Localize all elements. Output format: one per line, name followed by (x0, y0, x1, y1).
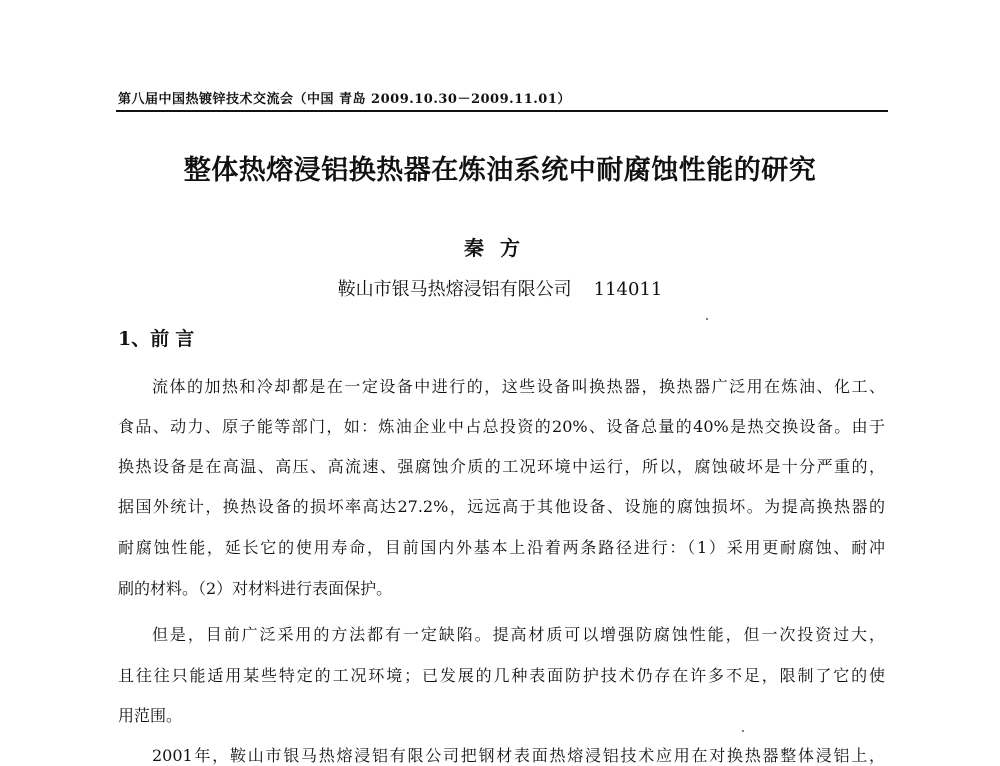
running-header: 第八届中国热镀锌技术交流会（中国 青岛 2009.10.30－2009.11.01） (118, 92, 571, 107)
section-heading (118, 324, 200, 351)
body-line: 刷的材料。（2）对材料进行表面保护。 (118, 579, 393, 598)
author-affiliation (0, 275, 1000, 301)
paper-title: 整体热熔浸铝换热器在炼油系统中耐腐蚀性能的研究 (183, 155, 817, 186)
body-line: 2001年，鞍山市银马热熔浸铝有限公司把钢材表面热熔浸铝技术应用在对换热器整体浸铝上， (152, 746, 885, 765)
body-line: 用范围。 (118, 706, 183, 725)
body-line: 且往往只能适用某些特定的工况环境；已发展的几种表面防护技术仍存在许多不足，限制了它的使 (118, 666, 885, 685)
section-number: 1、 (118, 328, 151, 350)
section-title: 前言 (150, 328, 201, 350)
body-line: 流体的加热和冷却都是在一定设备中进行的，这些设备叫换热器，换热器广泛用在炼油、化工、 (152, 377, 885, 396)
scan-speck (742, 730, 744, 732)
body-line: 耐腐蚀性能，延长它的使用寿命，目前国内外基本上沿着两条路径进行：（1）采用更耐腐蚀、耐冲 (118, 538, 885, 557)
author-name: 秦方 (464, 236, 536, 260)
scan-speck (706, 318, 708, 320)
affiliation-postcode: 114011 (593, 279, 663, 300)
header-rule (116, 110, 888, 112)
body-line: 但是，目前广泛采用的方法都有一定缺陷。提高材质可以增强防腐蚀性能，但一次投资过大， (152, 625, 885, 644)
body-line: 食品、动力、原子能等部门，如：炼油企业中占总投资的20%、设备总量的40%是热交换设备。由于 (118, 417, 885, 436)
affiliation-name: 鞍山市银马热熔浸铝有限公司 (337, 279, 572, 300)
body-line: 据国外统计，换热设备的损坏率高达27.2%，远远高于其他设备、设施的腐蚀损坏。为提高换热器的 (118, 497, 885, 516)
body-line: 换热设备是在高温、高压、高流速、强腐蚀介质的工况环境中运行，所以，腐蚀破坏是十分严重的， (118, 457, 885, 476)
